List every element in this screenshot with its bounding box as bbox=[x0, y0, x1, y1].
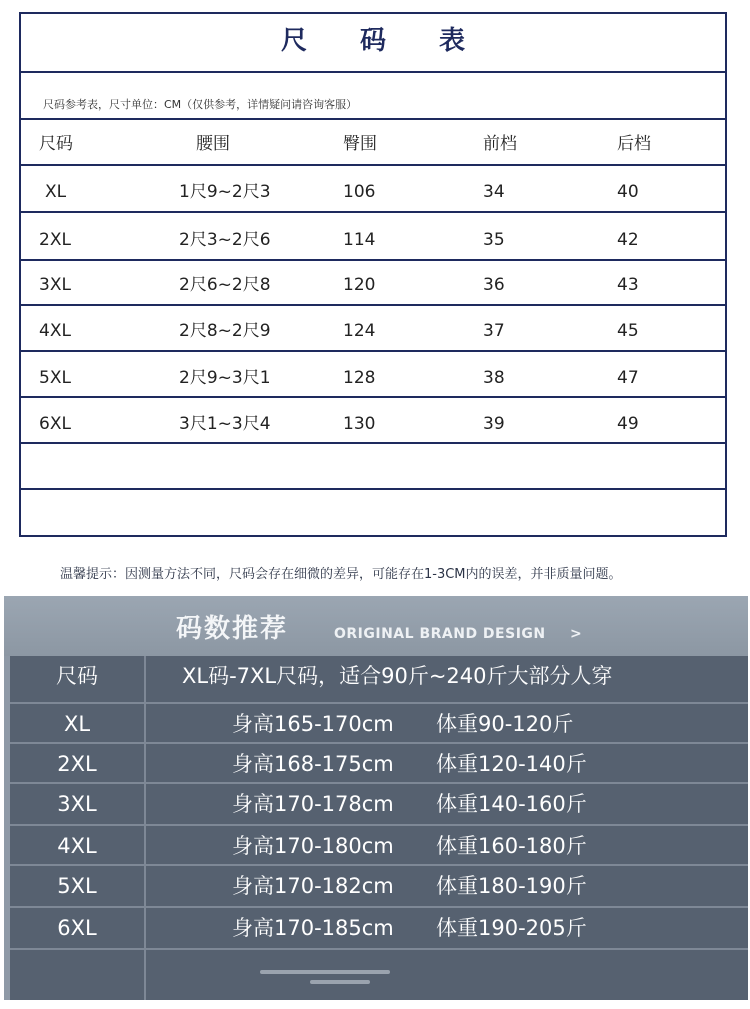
cell-hip: 124 bbox=[343, 321, 376, 341]
table-row bbox=[21, 220, 725, 260]
header-size: 尺码 bbox=[39, 134, 73, 154]
cell-hip: 114 bbox=[343, 230, 376, 250]
rec-weight: 体重190-205斤 bbox=[436, 916, 587, 940]
rec-size: 6XL bbox=[57, 916, 97, 940]
cell-front-rise: 39 bbox=[483, 414, 505, 434]
cell-back-rise: 47 bbox=[617, 368, 639, 388]
cell-back-rise: 40 bbox=[617, 182, 639, 202]
cell-back-rise: 45 bbox=[617, 321, 639, 341]
table-row bbox=[10, 864, 748, 906]
recommendation-table bbox=[10, 656, 748, 1000]
rec-weight: 体重180-190斤 bbox=[436, 874, 587, 898]
divider bbox=[21, 211, 725, 213]
column-divider bbox=[144, 656, 146, 1000]
blurred-mark bbox=[260, 970, 390, 974]
divider bbox=[21, 442, 725, 444]
cell-back-rise: 42 bbox=[617, 230, 639, 250]
size-footnote: 温馨提示：因测量方法不同，尺码会存在细微的差异，可能存在1-3CM内的误差，并非质量问题。 bbox=[60, 567, 622, 582]
cell-waist: 2尺6~2尺8 bbox=[179, 275, 271, 295]
blurred-mark bbox=[310, 980, 370, 984]
brand-subtitle: ORIGINAL BRAND DESIGN bbox=[334, 626, 546, 642]
rec-height: 身高170-180cm bbox=[232, 834, 394, 858]
rec-height: 身高168-175cm bbox=[232, 752, 394, 776]
table-row bbox=[10, 702, 748, 744]
rec-size: 3XL bbox=[57, 792, 97, 816]
rec-size: 5XL bbox=[57, 874, 97, 898]
rec-size: 2XL bbox=[57, 752, 97, 776]
cell-waist: 2尺9~3尺1 bbox=[179, 368, 271, 388]
table-row bbox=[21, 311, 725, 351]
recommendation-title: 码数推荐 bbox=[176, 614, 289, 644]
rec-size: XL bbox=[63, 712, 91, 736]
header-waist: 腰围 bbox=[196, 134, 230, 154]
table-row bbox=[10, 782, 748, 824]
rec-values bbox=[144, 784, 748, 824]
header-hip: 臀围 bbox=[343, 134, 377, 154]
header-front-rise: 前档 bbox=[483, 134, 517, 154]
table-row bbox=[10, 742, 748, 784]
divider bbox=[21, 350, 725, 352]
cell-size: XL bbox=[45, 182, 67, 202]
cell-front-rise: 34 bbox=[483, 182, 505, 202]
divider bbox=[21, 488, 725, 490]
cell-waist: 2尺8~2尺9 bbox=[179, 321, 271, 341]
rec-height: 身高170-182cm bbox=[232, 874, 394, 898]
table-row bbox=[21, 172, 725, 212]
table-row bbox=[21, 358, 725, 398]
cell-hip: 106 bbox=[343, 182, 376, 202]
chevron-right-icon: > bbox=[570, 626, 582, 642]
cell-waist: 3尺1~3尺4 bbox=[179, 414, 271, 434]
cell-back-rise: 49 bbox=[617, 414, 639, 434]
rec-size: 4XL bbox=[57, 834, 97, 858]
size-table-note: 尺码参考表，尺寸单位：CM（仅供参考，详情疑问请咨询客服） bbox=[43, 98, 358, 111]
divider bbox=[21, 396, 725, 398]
cell-hip: 130 bbox=[343, 414, 376, 434]
cell-size: 4XL bbox=[39, 321, 71, 341]
divider bbox=[21, 259, 725, 261]
cell-front-rise: 35 bbox=[483, 230, 505, 250]
cell-size: 6XL bbox=[39, 414, 71, 434]
rec-values bbox=[144, 744, 748, 784]
table-row bbox=[21, 265, 725, 305]
recommendation-header-row bbox=[10, 656, 748, 696]
header-description: XL码-7XL尺码，适合90斤~240斤大部分人穿 bbox=[182, 664, 613, 688]
rec-height: 身高170-185cm bbox=[232, 916, 394, 940]
cell-front-rise: 36 bbox=[483, 275, 505, 295]
rec-values bbox=[144, 866, 748, 906]
divider bbox=[21, 304, 725, 306]
rec-weight: 体重90-120斤 bbox=[436, 712, 574, 736]
rec-values bbox=[144, 908, 748, 948]
rec-height: 身高165-170cm bbox=[232, 712, 394, 736]
rec-values bbox=[144, 704, 748, 744]
rec-weight: 体重140-160斤 bbox=[436, 792, 587, 816]
header-back-rise: 后档 bbox=[617, 134, 651, 154]
cell-back-rise: 43 bbox=[617, 275, 639, 295]
table-row bbox=[10, 824, 748, 866]
cell-front-rise: 37 bbox=[483, 321, 505, 341]
size-table bbox=[19, 12, 727, 537]
rec-weight: 体重120-140斤 bbox=[436, 752, 587, 776]
divider bbox=[21, 164, 725, 166]
cell-hip: 128 bbox=[343, 368, 376, 388]
size-table-title: 尺 码 表 bbox=[280, 26, 488, 56]
recommendation-banner bbox=[4, 596, 748, 656]
cell-waist: 2尺3~2尺6 bbox=[179, 230, 271, 250]
rec-height: 身高170-178cm bbox=[232, 792, 394, 816]
table-row bbox=[10, 906, 748, 948]
cell-waist: 1尺9~2尺3 bbox=[179, 182, 271, 202]
cell-front-rise: 38 bbox=[483, 368, 505, 388]
rec-weight: 体重160-180斤 bbox=[436, 834, 587, 858]
cell-hip: 120 bbox=[343, 275, 376, 295]
divider bbox=[21, 71, 725, 73]
cell-size: 5XL bbox=[39, 368, 71, 388]
header-size: 尺码 bbox=[56, 664, 98, 688]
size-recommendation bbox=[4, 596, 748, 1000]
divider bbox=[21, 118, 725, 120]
size-table-header bbox=[21, 124, 725, 164]
cell-size: 3XL bbox=[39, 275, 71, 295]
rec-values bbox=[144, 826, 748, 866]
table-row bbox=[21, 404, 725, 444]
empty-row bbox=[10, 948, 748, 1002]
cell-size: 2XL bbox=[39, 230, 71, 250]
